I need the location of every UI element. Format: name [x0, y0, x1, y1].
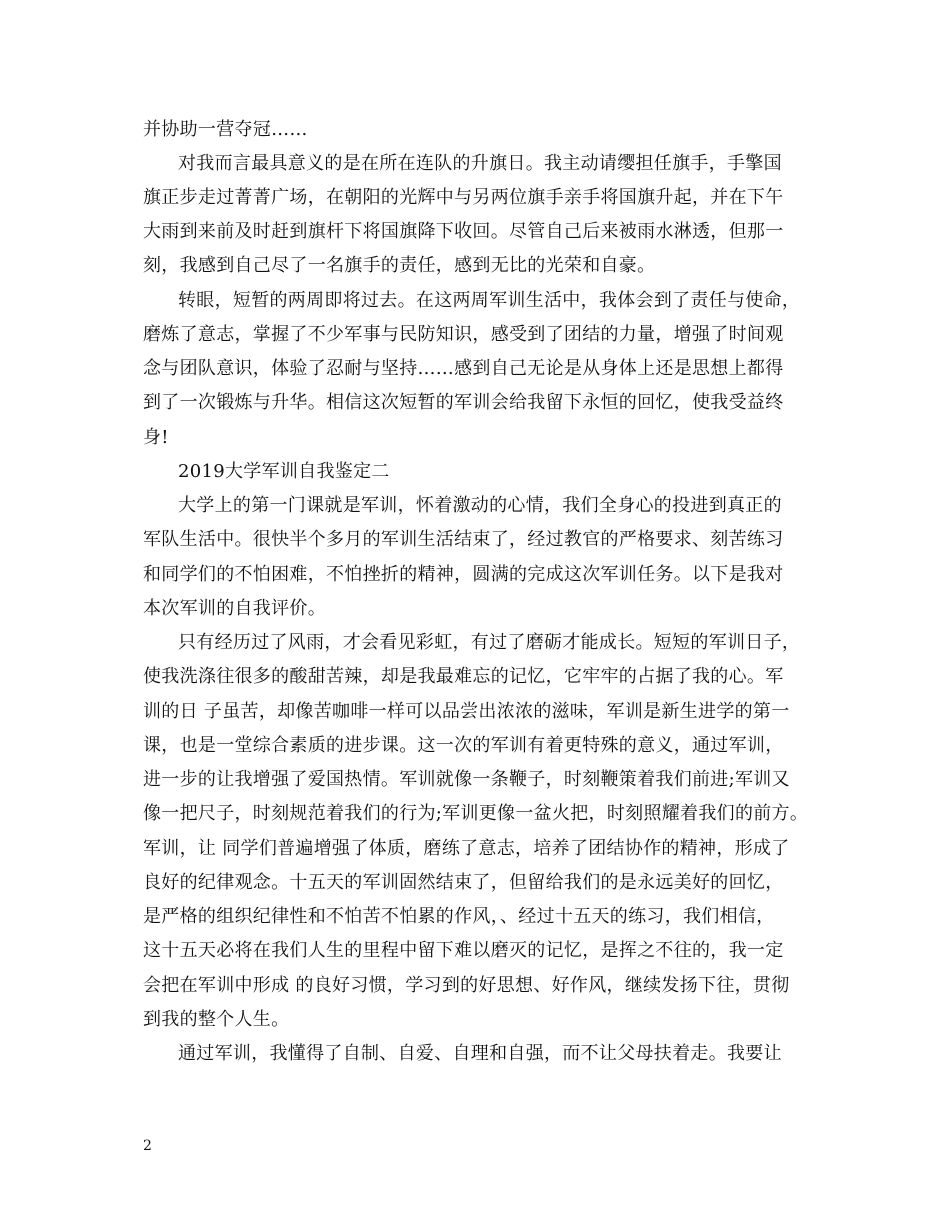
- text-line: 转眼，短暂的两周即将过去。在这两周军训生活中，我体会到了责任与使命，: [178, 290, 801, 311]
- text-line: 课，也是一堂综合素质的进步课。这一次的军训有着更特殊的意义，通过军训，: [143, 735, 784, 756]
- text-line: 和同学们的不怕困难，不怕挫折的精神，圆满的完成这次军训任务。以下是我对: [143, 564, 784, 585]
- text-line: 只有经历过了风雨，才会看见彩虹，有过了磨砺才能成长。短短的军训日子，: [178, 632, 801, 653]
- text-line: 念与团队意识，体验了忍耐与坚持……感到自己无论是从身体上还是思想上都得: [143, 358, 784, 379]
- text-line: 大雨到来前及时赶到旗杆下将国旗降下收回。尽管自己后来被雨水淋透，但那一: [143, 221, 784, 242]
- text-line: 会把在军训中形成 的良好习惯，学习到的好思想、好作风，继续发扬下往，贯彻: [143, 975, 790, 996]
- text-line: 身!: [143, 427, 169, 448]
- section-heading: 2019大学军训自我鉴定二: [178, 461, 390, 482]
- text-line: 这十五天必将在我们人生的里程中留下难以磨灭的记忆，是挥之不往的，我一定: [143, 940, 784, 961]
- text-line: 刻，我感到自己尽了一名旗手的责任，感到无比的光荣和自豪。: [143, 255, 656, 276]
- text-line: 是严格的组织纪律性和不怕苦不怕累的作风，、经过十五天的练习，我们相信，: [143, 906, 775, 927]
- text-line: 到了一次锻炼与升华。相信这次短暂的军训会给我留下永恒的回忆，使我受益终: [143, 392, 784, 413]
- text-line: 军队生活中。很快半个多月的军训生活结束了，经过教官的严格要求、刻苦练习: [143, 529, 784, 550]
- text-line: 到我的整个人生。: [143, 1009, 290, 1030]
- text-line: 磨炼了意志，掌握了不少军事与民防知识，感受到了团结的力量，增强了时间观: [143, 324, 784, 345]
- text-line: 旗正步走过菁菁广场，在朝阳的光辉中与另两位旗手亲手将国旗升起，并在下午: [143, 187, 784, 208]
- text-line: 并协助一营夺冠……: [143, 119, 308, 140]
- text-line: 大学上的第一门课就是军训，怀着激动的心情，我们全身心的投进到真正的: [178, 495, 782, 516]
- text-line: 良好的纪律观念。十五天的军训固然结束了，但留给我们的是永远美好的回忆，: [143, 872, 784, 893]
- text-line: 像一把尺子，时刻规范着我们的行为;军训更像一盆火把，时刻照耀着我们的前方。: [143, 803, 809, 824]
- text-line: 使我洗涤往很多的酸甜苦辣，却是我最难忘的记忆，它牢牢的占据了我的心。军: [143, 666, 784, 687]
- text-line: 训的日 子虽苦，却像苦咖啡一样可以品尝出浓浓的滋味，军训是新生进学的第一: [143, 701, 790, 722]
- text-line: 通过军训，我懂得了自制、自爱、自理和自强，而不让父母扶着走。我要让: [178, 1043, 782, 1064]
- text-line: 进一步的让我增强了爱国热情。军训就像一条鞭子，时刻鞭策着我们前进;军训又: [143, 769, 790, 790]
- text-line: 对我而言最具意义的是在所在连队的升旗日。我主动请缨担任旗手，手擎国: [178, 153, 782, 174]
- page-number: 2: [143, 1138, 152, 1154]
- text-line: 军训，让 同学们普遍增强了体质，磨练了意志，培养了团结协作的精神，形成了: [143, 838, 790, 859]
- text-line: 本次军训的自我评价。: [143, 598, 326, 619]
